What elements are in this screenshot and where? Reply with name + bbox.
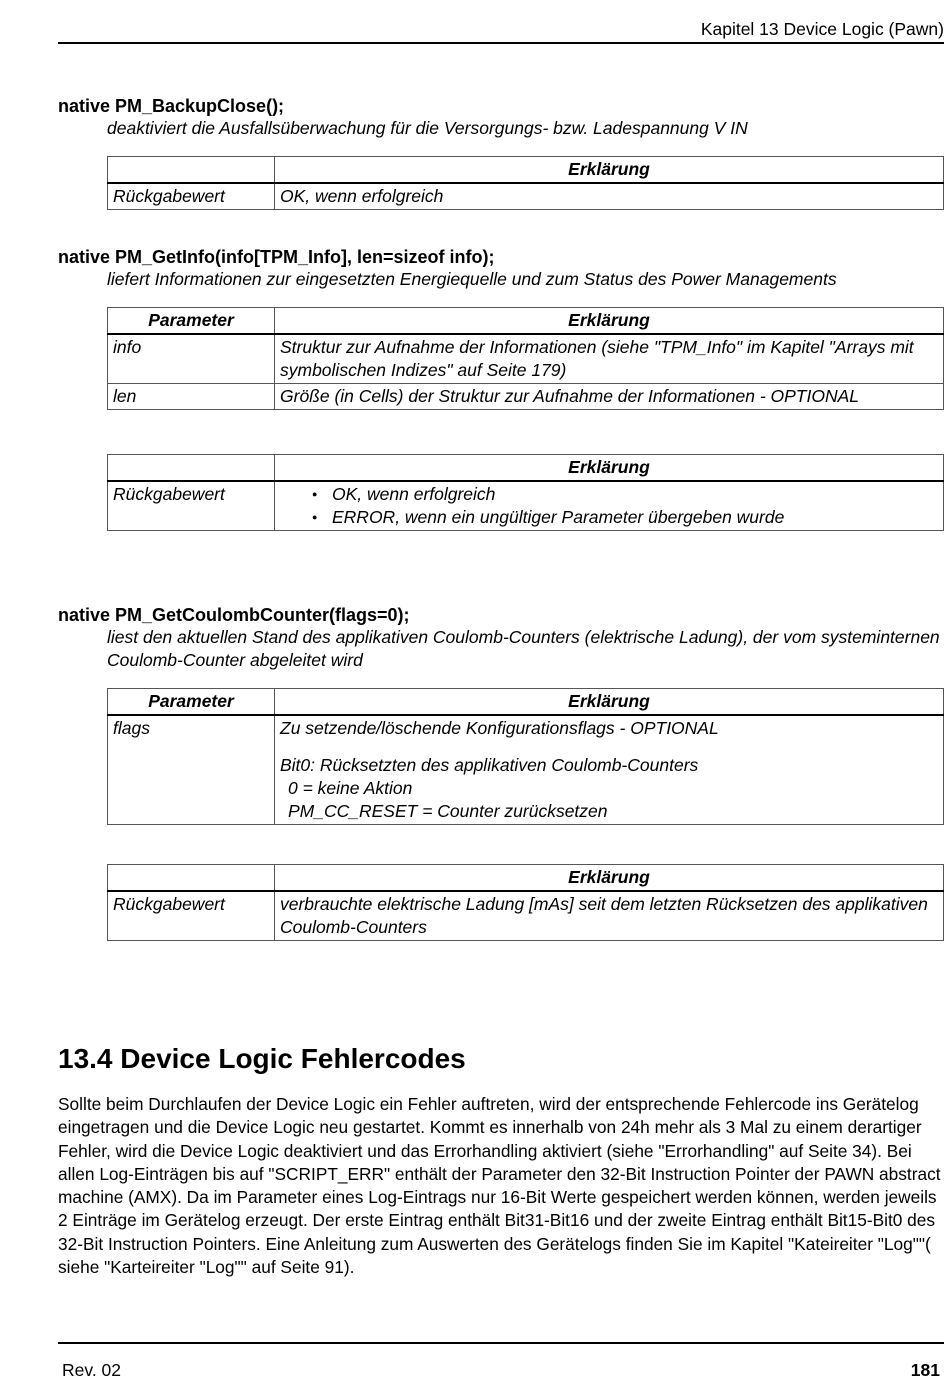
param-name: info bbox=[108, 334, 275, 384]
param-name: flags bbox=[108, 715, 275, 825]
function-description: liest den aktuellen Stand des applikativen Coulomb-Counters (elektrische Ladung), der vom systeminternen Coulomb-Counter abgeleitet wird bbox=[107, 627, 940, 670]
return-label: Rückgabewert bbox=[108, 891, 275, 941]
function-description: liefert Informationen zur eingesetzten Energiequelle und zum Status des Power Managements bbox=[107, 269, 837, 289]
page-number: 181 bbox=[910, 1360, 940, 1380]
explanation-header: Erklärung bbox=[275, 865, 944, 892]
section-title: 13.4 Device Logic Fehlercodes bbox=[58, 1043, 466, 1074]
flags-description: Zu setzende/löschende Konfigurationsflags - OPTIONAL bbox=[280, 718, 719, 738]
explanation-header: Erklärung bbox=[275, 689, 944, 716]
param-desc: Struktur zur Aufnahme der Informationen (siehe "TPM_Info" im Kapitel "Arrays mit symbolischen Indizes" auf Seite 179) bbox=[275, 334, 944, 384]
return-table bbox=[107, 454, 944, 531]
parameter-header: Parameter bbox=[108, 308, 275, 335]
parameter-table bbox=[107, 688, 944, 825]
function-signature: native PM_GetInfo(info[TPM_Info], len=sizeof info); bbox=[58, 247, 495, 267]
function-signature: native PM_GetCoulombCounter(flags=0); bbox=[58, 605, 410, 625]
bit0-value-0: 0 = keine Aktion bbox=[288, 778, 413, 798]
function-description: deaktiviert die Ausfallsüberwachung für die Versorgungs- bzw. Ladespannung V IN bbox=[107, 118, 748, 138]
list-item: ● OK, wenn erfolgreich bbox=[332, 483, 938, 506]
parameter-header: Parameter bbox=[108, 689, 275, 716]
function-pm-backupclose bbox=[58, 95, 944, 140]
return-values bbox=[275, 481, 944, 531]
explanation-header: Erklärung bbox=[275, 455, 944, 482]
empty-header-cell bbox=[108, 157, 275, 184]
parameter-table bbox=[107, 307, 944, 410]
bit0-description: Bit0: Rücksetzten des applikativen Coulomb-Counters bbox=[280, 755, 699, 775]
page-footer bbox=[58, 1342, 944, 1380]
explanation-header: Erklärung bbox=[275, 157, 944, 184]
return-value: OK, wenn erfolgreich bbox=[275, 183, 944, 210]
section-body: Sollte beim Durchlaufen der Device Logic ein Fehler auftreten, wird der entsprechende Fehlercode ins Gerätelog eingetragen und die Device Logic neu gestartet. Kommt es innerhalb von 24h mehr als 3 Mal zu einem derartiger Fehler, wird die Device Logic deaktiviert und das Errorhandling aktiviert (siehe "Errorhandling" auf Seite 34). Bei allen Log-Einträgen bis auf "SCRIPT_ERR" enthält der Parameter den 32-Bit Instruction Pointer der PAWN abstract machine (AMX). Da im Parameter eines Log-Eintrags nur 16-Bit Werte gespeichert werden können, werden jeweils 2 Einträge im Gerätelog erzeugt. Der erste Eintrag enthält Bit31-Bit16 und der zweite Eintrag enthält Bit15-Bit0 des 32-Bit Instruction Pointers. Eine Anleitung zum Auswerten des Gerätelogs finden Sie im Kapitel "Kateireiter "Log""( siehe "Karteireiter "Log"" auf Seite 91). bbox=[58, 1094, 941, 1278]
return-value: verbrauchte elektrische Ladung [mAs] seit dem letzten Rücksetzen des applikativen Coulomb-Counters bbox=[275, 891, 944, 941]
function-pm-getcoulombcounter bbox=[58, 604, 944, 672]
page-header bbox=[58, 18, 944, 44]
return-label: Rückgabewert bbox=[108, 183, 275, 210]
explanation-header: Erklärung bbox=[275, 308, 944, 335]
function-signature: native PM_BackupClose(); bbox=[58, 96, 285, 116]
return-label: Rückgabewert bbox=[108, 481, 275, 531]
revision-label: Rev. 02 bbox=[62, 1360, 122, 1380]
bit0-value-reset: PM_CC_RESET = Counter zurücksetzen bbox=[288, 801, 608, 821]
list-item: ● ERROR, wenn ein ungültiger Parameter übergeben wurde bbox=[332, 506, 938, 529]
empty-header-cell bbox=[108, 865, 275, 892]
return-bullet-list bbox=[280, 483, 938, 529]
param-desc: Größe (in Cells) der Struktur zur Aufnahme der Informationen - OPTIONAL bbox=[275, 384, 944, 410]
param-desc bbox=[275, 715, 944, 825]
param-name: len bbox=[108, 384, 275, 410]
empty-header-cell bbox=[108, 455, 275, 482]
function-pm-getinfo bbox=[58, 246, 944, 291]
chapter-title: Kapitel 13 Device Logic (Pawn) bbox=[700, 19, 944, 39]
return-table bbox=[107, 864, 944, 941]
return-table bbox=[107, 156, 944, 210]
